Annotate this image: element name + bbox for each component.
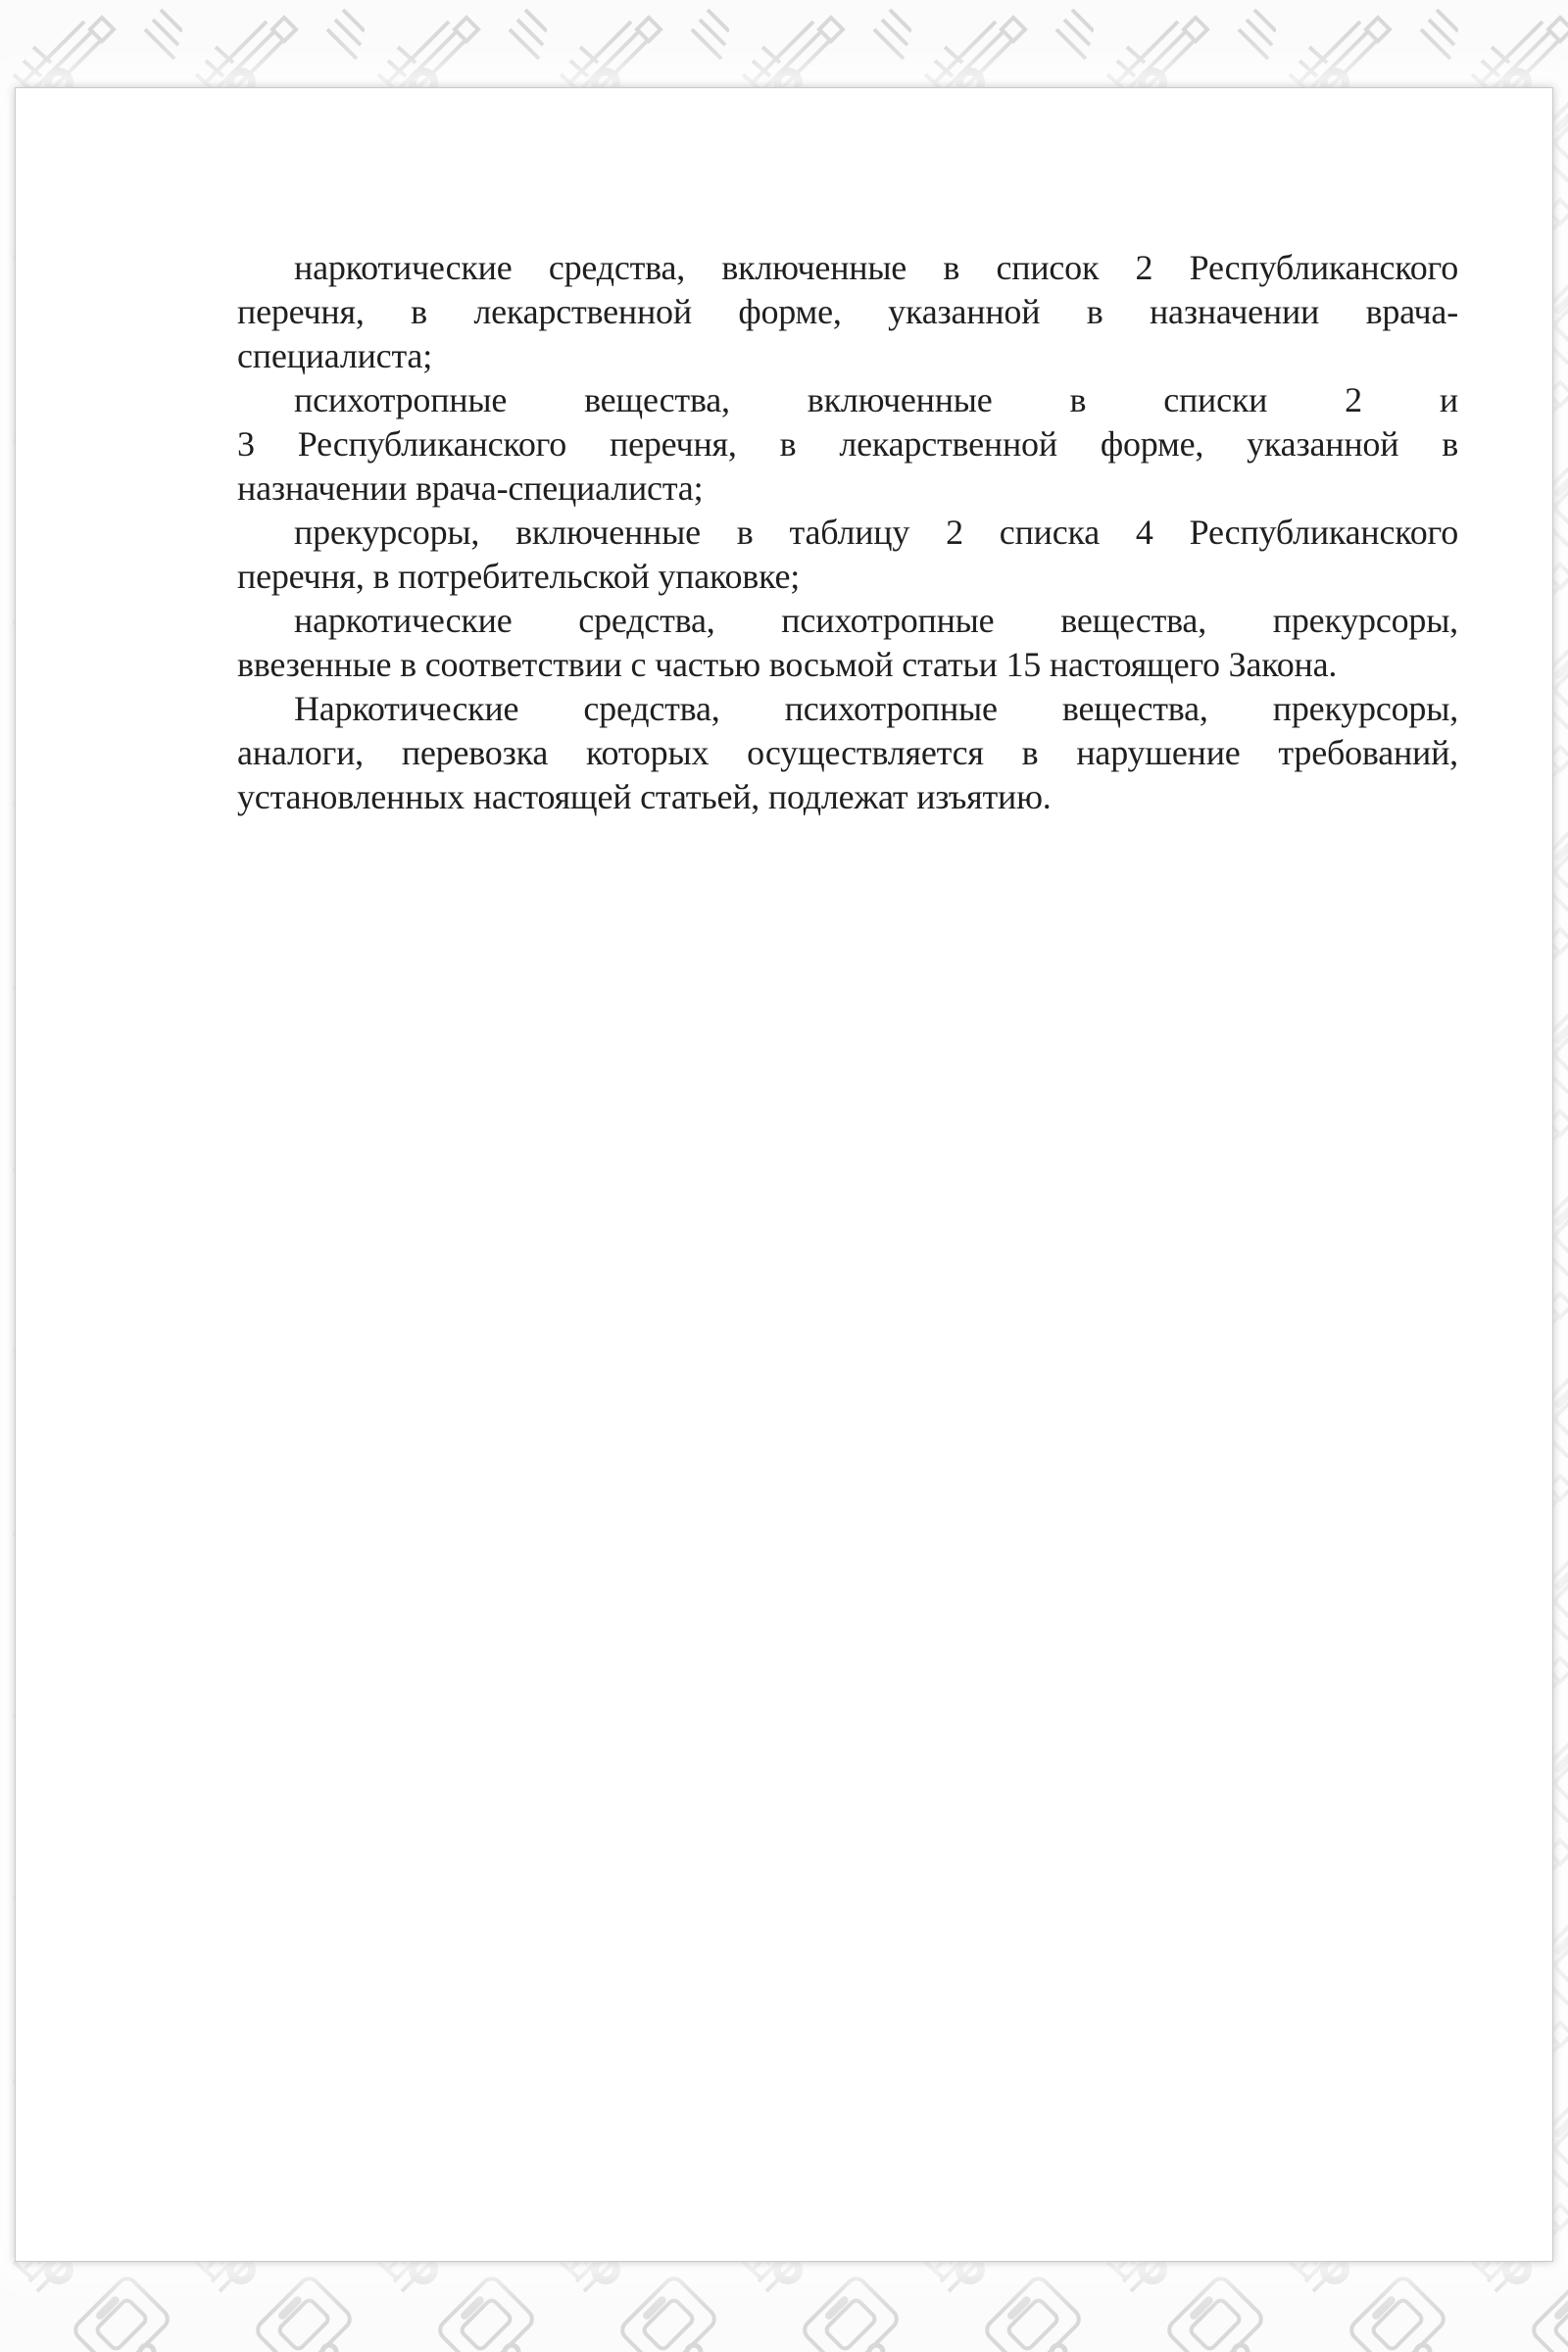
text-line-9: наркотические средства, психотропные вещества, прекурсоры,: [294, 601, 1458, 640]
document-page: [15, 87, 1553, 2262]
text-line-8: перечня, в потребительской упаковке;: [237, 557, 801, 596]
text-line-1: наркотические средства, включенные в список 2 Республиканского: [294, 248, 1458, 287]
text-line-6: назначении врача-специалиста;: [237, 468, 704, 508]
document-text-block: [237, 246, 1458, 819]
text-line-7: прекурсоры, включенные в таблицу 2 списка 4 Республиканского: [294, 513, 1458, 552]
text-line-11: Наркотические средства, психотропные вещества, прекурсоры,: [294, 689, 1458, 728]
text-line-13: установленных настоящей статьей, подлежат изъятию.: [237, 777, 1052, 816]
text-line-4: психотропные вещества, включенные в списки 2 и: [294, 380, 1458, 419]
text-line-12: аналоги, перевозка которых осуществляется в нарушение требований,: [237, 733, 1458, 772]
text-line-5: 3 Республиканского перечня, в лекарственной форме, указанной в: [237, 424, 1458, 464]
text-line-10: ввезенные в соответствии с частью восьмой статьи 15 настоящего Закона.: [237, 645, 1338, 684]
text-line-2: перечня, в лекарственной форме, указанной в назначении врача-: [237, 292, 1458, 331]
text-line-3: специалиста;: [237, 336, 433, 375]
